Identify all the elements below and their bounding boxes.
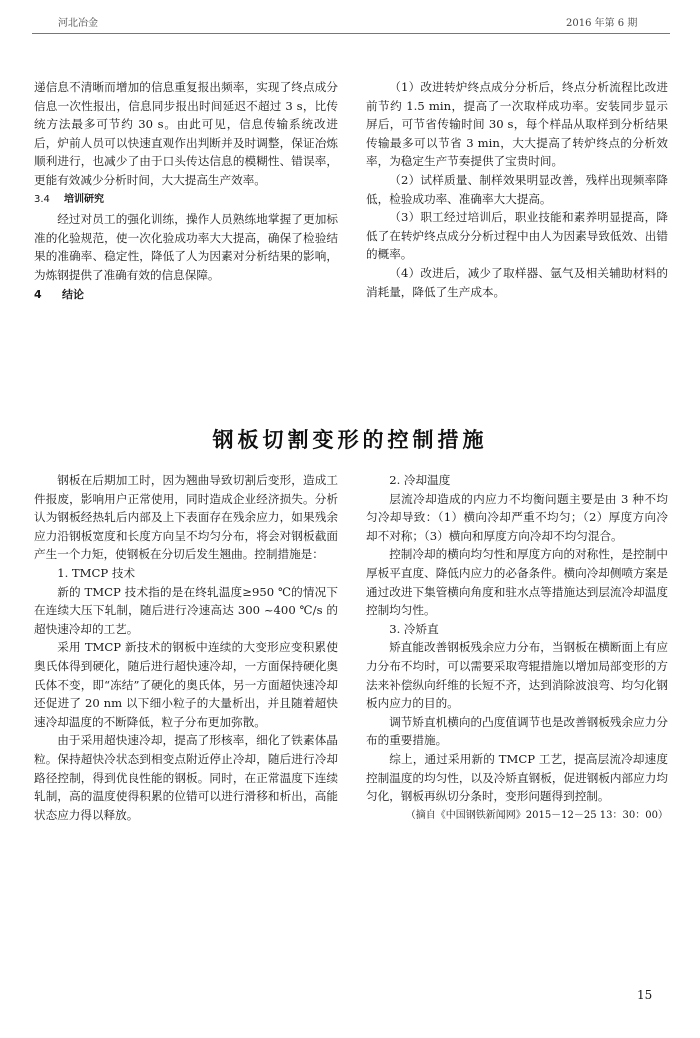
section-number: 3.4 [34,193,50,205]
paragraph: 由于采用超快速冷却，提高了形核率，细化了铁素体晶粒。保持超快冷状态到相变点附近停止冷却，随后进行冷却路径控制，得到优良性能的钢板。同时，在正常温度下连续轧制，高的温度使得积累的位错可以进行滑移和析出，高能状态应力得以释放。 [34,733,338,822]
section-title: 结论 [62,287,84,301]
subsection-title: 1. TMCP 技术 [57,565,136,580]
header-rule [32,33,670,34]
conclusion-item: （2）试样质量、制样效果明显改善，残样出现频率降低，检验成功率、准确率大大提高。 [366,172,668,206]
paragraph: 综上，通过采用新的 TMCP 工艺，提高层流冷却速度控制温度的均匀性，以及冷矫直钢板，促进钢板内部应力均匀化，钢板再纵切分条时，变形问题得到控制。 [366,751,668,804]
paragraph: 采用 TMCP 新技术的钢板中连续的大变形应变积累使奥氏体得到硬化，随后进行超快速冷却，一方面保持硬化奥氏体不变，即“冻结”了硬化的奥氏体，另一方面超快速冷却还促进了 20 nm 以下细小粒子的大量析出，并且随着超快速冷却温度的不断降低，粒子分布更加弥散。 [34,640,338,729]
section-number: 4 [34,287,42,301]
conclusion-item: （3）职工经过培训后，职业技能和素养明显提高，降低了在转炉终点成分分析过程中由人为因素导致低效、出错的概率。 [366,210,668,262]
paragraph: 控制冷却的横向均匀性和厚度方向的对称性，是控制中厚板平直度、降低内应力的必备条件。横向冷却侧喷方案是通过改进下集管横向角度和驻水点等措施达到层流冷却温度控制均匀性。 [366,547,668,618]
article2-left-column [34,471,338,824]
section-heading [34,286,338,305]
paragraph: 层流冷却造成的内应力不均衡问题主要是由 3 种不均匀冷却导致：（1）横向冷却严重不均匀；（2）厚度方向冷却不对称；（3）横向和厚度方向冷却不均匀混合。 [366,491,668,543]
conclusion-item: （1）改进转炉终点成分分析后，终点分析流程比改进前节约 1.5 min，提高了一次取样成功率。安装同步显示屏后，可节省传输时间 30 s，每个样品从取样到分析结果传输最多可以节省 3 min，大大提高了转炉终点的分析效率，为稳定生产节奏提供了宝贵时间。 [366,80,668,169]
page-number: 15 [637,988,653,1002]
article2-right-column [366,471,668,825]
subsection-title: 2. 冷却温度 [389,473,451,487]
journal-name: 河北冶金 [58,18,98,29]
conclusion-item: （4）改进后，减少了取样器、氩气及相关辅助材料的消耗量，降低了生产成本。 [366,265,668,299]
issue-label: 2016 年第 6 期 [566,18,638,29]
paragraph: 经过对员工的强化训练，操作人员熟练地掌握了更加标准的化验规范，使一次化验成功率大大提高，确保了检验结果的准确率、稳定性，降低了人为因素对分析结果的影响，为炼钢提供了准确有效的信息保障。 [34,212,338,282]
article1-right-column [366,78,668,301]
paragraph: 矫直能改善钢板残余应力分布，当钢板在横断面上有应力分布不均时，可以需要采取弯辊措施以增加局部变形的方法来补偿纵向纤维的长短不齐，达到消除波浪弯、均匀化钢板内应力的目的。 [366,640,668,711]
source-citation: （摘自《中国钢铁新闻网》2015－12－25 13：30：00） [405,809,668,821]
paragraph: 钢板在后期加工时，因为翘曲导致切割后变形，造成工件报废，影响用户正常使用，同时造成企业经济损失。分析认为钢板经热轧后内部及上下表面存在残余应力，如果残余应力沿钢板宽度和长度方向呈不均匀分布，将会对钢板截面产生一个力矩，使钢板在分切后发生翘曲。控制措施是： [34,473,338,562]
section-title: 培训研究 [64,193,104,205]
paragraph: 新的 TMCP 技术指的是在终轧温度≥950 ℃的情况下在连续大压下轧制，随后进行冷速高达 300 ~400 ℃/s 的超快速冷却的工艺。 [34,584,338,636]
paragraph: 调节矫直机横向的凸度值调节也是改善钢板残余应力分布的重要措施。 [366,714,668,748]
subsection-title: 3. 冷矫直 [389,621,439,636]
article1-left-column [34,78,338,305]
section-heading [34,191,338,210]
article-title: 钢板切割变形的控制措施 [212,428,488,452]
paragraph: 递信息不清晰而增加的信息重复报出频率，实现了终点成分信息一次性报出，信息同步报出时间延迟不超过 3 s，比传统方法最多可节约 30 s。由此可见，信息传输系统改进后，炉前人员可以快速直观作出判断并及时调整，保证冶炼顺利进行，也减少了由于口头传达信息的模糊性、错误率，更能有效减少分析时间，大大提高生产效率。 [34,80,338,187]
